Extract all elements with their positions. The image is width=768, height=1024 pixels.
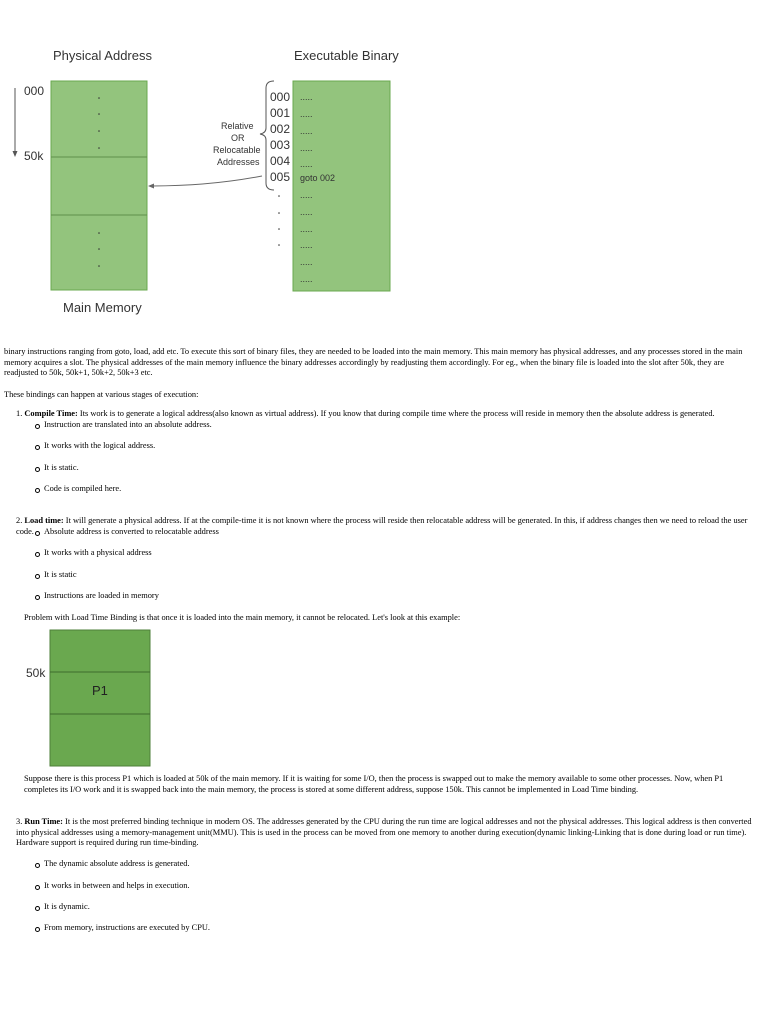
- or-label: OR: [231, 133, 245, 143]
- step-2-bullet-4: Instructions are loaded in memory: [44, 591, 159, 600]
- binary-instruction-9: .....: [300, 240, 313, 250]
- bullet-marker: [35, 595, 40, 600]
- goto-instruction: goto 002: [300, 173, 336, 183]
- main-memory-block: [51, 81, 147, 290]
- binary-instruction-7: .....: [300, 207, 313, 217]
- binary-instruction-1: .....: [300, 92, 313, 102]
- p1-process-label: P1: [92, 683, 108, 698]
- binary-instruction-8: .....: [300, 224, 313, 234]
- stages-intro: These bindings can happen at various stages of execution:: [4, 390, 199, 399]
- binary-instruction-11: .....: [300, 274, 313, 284]
- bullet-marker: [35, 906, 40, 911]
- bullet-marker: [35, 424, 40, 429]
- address-binding-figure: [0, 0, 768, 330]
- step-3-bullet-1: The dynamic absolute address is generated.: [44, 859, 190, 868]
- binary-address-000: 000: [270, 90, 291, 104]
- step-2-bullet-3: It is static: [44, 570, 77, 579]
- step-2-bullet-1: Absolute address is converted to relocatable address: [44, 527, 219, 536]
- bullet-marker: [35, 863, 40, 868]
- binary-address-002: 002: [270, 122, 291, 136]
- step-1-number: 1.: [16, 409, 23, 418]
- step-2-title: Load time:: [24, 516, 64, 525]
- bullet-marker: [35, 467, 40, 472]
- binary-address-003: 003: [270, 138, 291, 152]
- binary-instruction-10: .....: [300, 257, 313, 267]
- load-time-problem: Problem with Load Time Binding is that once it is loaded into the main memory, it cannot be relocated. Let's look at this example:: [24, 613, 461, 622]
- step-2-bullet-2: It works with a physical address: [44, 548, 152, 557]
- step-2-text: It will generate a physical address. If at the compile-time it is not known where the process will reside then relocatable address will be generated. In this, if address changes then we need to reload the user code.: [16, 516, 748, 536]
- binary-instruction-5: .....: [300, 159, 313, 169]
- binary-instruction-3: .....: [300, 126, 313, 136]
- intro-paragraph: binary instructions ranging from goto, load, add etc. To execute this sort of binary files, they are needed to be loaded into the main memory. This main memory has physical addresses, and any processes stored in the main memory acquires a slot. The physical addresses of the main memory influence the binary addresses accordingly by readjusting them accordingly. For eg., when the binary file is loaded into the slot after 50k, they are readjusted to 50k, 50k+1, 50k+2, 50k+3 etc.: [4, 347, 743, 377]
- step-3-text: It is the most preferred binding technique in modern OS. The addresses generated by the CPU during the run time are logical addresses and not the physical addresses. This logical address is then converted into physical addresses using a memory-management unit(MMU). This is used in the process can be moved from one memory to another during execution(dynamic linking-Linking that is done during load or run time). Hardware support is required during run time-binding.: [16, 817, 752, 847]
- bullet-marker: [35, 552, 40, 557]
- bullet-marker: [35, 445, 40, 450]
- main-memory-label: Main Memory: [63, 300, 142, 315]
- step-1-text: Its work is to generate a logical address(also known as virtual address). If you know that during compile time where the process will reside in memory then the absolute address is generated.: [77, 409, 715, 418]
- bullet-marker: [35, 531, 40, 536]
- executable-binary-title: Executable Binary: [294, 48, 399, 63]
- relocatable-label: Relocatable: [213, 145, 261, 155]
- binary-instruction-2: .....: [300, 109, 313, 119]
- bullet-marker: [35, 927, 40, 932]
- step-1-title: Compile Time:: [24, 409, 78, 418]
- bullet-marker: [35, 885, 40, 890]
- physical-address-title: Physical Address: [53, 48, 152, 63]
- relocation-arrow: [152, 176, 262, 186]
- binary-address-005: 005: [270, 170, 291, 184]
- step-3-bullet-2: It works in between and helps in execution.: [44, 881, 190, 890]
- p1-50k-label: 50k: [26, 666, 46, 680]
- bullet-marker: [35, 488, 40, 493]
- swap-example-paragraph: Suppose there is this process P1 which is loaded at 50k of the main memory. If it is waiting for some I/O, then the process is swapped out to make the memory available to some other processes. Now, when P1 completes its I/O work and it is swapped back into the main memory, the process is stored at some different address, suppose 150k. This cannot be implemented in Load Time binding.: [24, 774, 724, 794]
- step-1-bullet-3: It is static.: [44, 463, 79, 472]
- step-1-bullet-1: Instruction are translated into an absolute address.: [44, 420, 212, 429]
- step-3-bullet-3: It is dynamic.: [44, 902, 90, 911]
- binary-instruction-4: .....: [300, 143, 313, 153]
- process-p1-diagram: [0, 625, 160, 775]
- bullet-marker: [35, 574, 40, 579]
- binary-instruction-6: .....: [300, 190, 313, 200]
- binary-address-dots: [278, 195, 280, 246]
- addresses-label: Addresses: [217, 157, 260, 167]
- p1-memory-block: [50, 630, 150, 766]
- step-2-number: 2.: [16, 516, 23, 525]
- step-3-bullet-4: From memory, instructions are executed by CPU.: [44, 923, 210, 932]
- step-1-bullet-2: It works with the logical address.: [44, 441, 156, 450]
- address-000-label: 000: [24, 84, 45, 98]
- address-50k-label: 50k: [24, 149, 44, 163]
- binary-address-004: 004: [270, 154, 291, 168]
- step-compile-time: [16, 409, 756, 420]
- step-run-time: [16, 817, 756, 849]
- relative-label: Relative: [221, 121, 254, 131]
- step-3-number: 3.: [16, 817, 23, 826]
- step-1-bullet-4: Code is compiled here.: [44, 484, 122, 493]
- address-arrow-head: [13, 151, 18, 157]
- binary-address-001: 001: [270, 106, 291, 120]
- step-3-title: Run Time:: [24, 817, 63, 826]
- relocation-arrow-head: [148, 184, 154, 189]
